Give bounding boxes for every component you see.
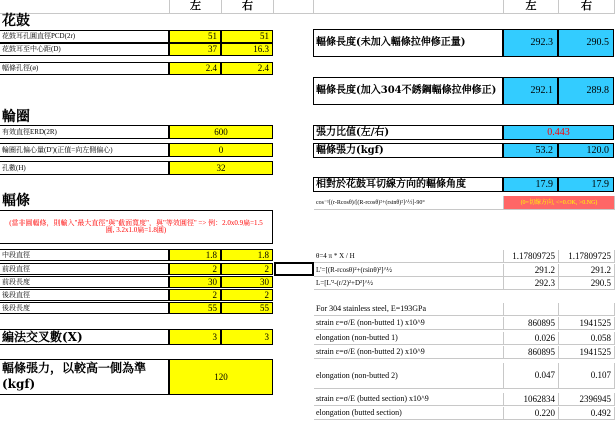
spoke-rear-len-right[interactable]: 55 — [221, 302, 273, 314]
calc-strain2-label: strain ε=σ/E (non-butted 2) x10^9 — [314, 346, 504, 359]
calc-strain3-label: strain ε=σ/E (butted section) x10^9 — [314, 393, 504, 406]
calc-lprime-label: L'=[(R-rcosθ)²+(rsinθ)²]^½ — [314, 264, 504, 277]
calc-elong1-right: 0.058 — [559, 332, 615, 345]
spoke-mid-dia-right[interactable]: 1.8 — [221, 249, 273, 261]
calc-l-label: L=[L'²-(r/2)²+D²]^½ — [314, 277, 504, 290]
length-uncorrected-label: 輻條長度(未加入輻條拉伸修正量) — [313, 29, 503, 57]
hub-pcd-right[interactable]: 51 — [221, 30, 273, 43]
spoke-rear-len-label: 後段長度 — [0, 302, 169, 314]
spoke-force-label: 輻條張力(kgf) — [313, 143, 503, 158]
calc-strain3-left: 1062834 — [504, 393, 559, 406]
calc-theta-left: 1.17809725 — [504, 250, 559, 263]
spoke-angle-label: 相對於花鼓耳切線方向的輻條角度 — [313, 177, 503, 192]
header-right: 右 — [222, 0, 274, 14]
calc-lprime-left: 291.2 — [504, 264, 559, 277]
rim-erd-value[interactable]: 600 — [169, 125, 273, 139]
spoke-rear-dia-left[interactable]: 2 — [169, 289, 221, 301]
length-uncorrected-left: 292.3 — [503, 29, 558, 57]
calc-strain2-left: 860895 — [504, 346, 559, 359]
spoke-angle-right: 17.9 — [558, 177, 614, 192]
spoke-front-dia-label: 前段直徑 — [0, 263, 169, 275]
length-corrected-right: 289.8 — [558, 77, 614, 105]
hub-flange-dist-right[interactable]: 16.3 — [221, 43, 273, 56]
blank-cell — [314, 0, 504, 14]
spoke-front-dia-left[interactable]: 2 — [169, 263, 221, 275]
blank-cell — [274, 0, 314, 14]
calc-elong2-label: elongation (non-butted 2) — [314, 363, 504, 389]
spoke-rear-len-left[interactable]: 55 — [169, 302, 221, 314]
calc-l-left: 292.3 — [504, 277, 559, 290]
angle-formula: cos⁻¹[(r-Rcosθ)/[(R-rcosθ)²+(rsinθ)²]^½]-90° — [314, 196, 504, 210]
spoke-force-right: 120.0 — [558, 143, 614, 158]
calc-material-right — [559, 303, 615, 316]
calc-strain1-label: strain ε=σ/E (non-butted 1) x10^9 — [314, 317, 504, 330]
rim-holes-value[interactable]: 32 — [169, 161, 273, 175]
header-left: 左 — [170, 0, 222, 14]
rim-offset-value[interactable]: 0 — [169, 143, 273, 157]
calc-theta-right: 1.17809725 — [559, 250, 615, 263]
cross-label: 編法交叉數(X) — [0, 329, 169, 345]
hub-hole-left[interactable]: 2.4 — [169, 62, 221, 75]
spoke-note: (當非圓輻條，則輸入"最大直徑"與"截面寬度"，與"等效圓徑" => 例：2.0x0.9扁=1.5圓, 3.2x1.0扁=1.8圓) — [0, 210, 273, 244]
spoke-rear-dia-label: 後段直徑 — [0, 289, 169, 301]
spoke-angle-left: 17.9 — [503, 177, 558, 192]
spoke-front-dia-right[interactable]: 2 — [221, 263, 273, 275]
calc-strain3-right: 2396945 — [559, 393, 615, 406]
tension-ratio-label: 張力比值(左/右) — [313, 125, 503, 140]
spoke-force-left: 53.2 — [503, 143, 558, 158]
hub-title: 花鼓 — [2, 13, 30, 29]
calc-elong2-right: 0.107 — [559, 363, 615, 389]
cross-left[interactable]: 3 — [169, 329, 221, 345]
calc-strain1-left: 860895 — [504, 317, 559, 330]
calc-material-label: For 304 stainless steel, E=193GPa — [314, 303, 504, 316]
tension-value[interactable]: 120 — [169, 359, 273, 395]
spoke-front-len-left[interactable]: 30 — [169, 276, 221, 288]
length-corrected-label: 輻條長度(加入304不銹鋼輻條拉伸修正) — [313, 77, 503, 105]
spoke-front-len-label: 前段長度 — [0, 276, 169, 288]
spoke-title: 輻條 — [2, 193, 30, 209]
hub-pcd-label: 花鼓耳孔圓直徑PCD(2r) — [0, 30, 169, 43]
hub-hole-label: 幅條孔徑(ø) — [0, 62, 169, 75]
calc-elong3-label: elongation (butted section) — [314, 407, 504, 420]
length-corrected-left: 292.1 — [503, 77, 558, 105]
calc-elong2-left: 0.047 — [504, 363, 559, 389]
rim-holes-label: 孔數(H) — [0, 161, 169, 175]
calc-elong1-label: elongation (non-butted 1) — [314, 332, 504, 345]
calc-material-left — [504, 303, 559, 316]
angle-note: (0=切線方向, <=0.OK, >0.NG) — [504, 196, 615, 210]
calc-strain2-right: 1941525 — [559, 346, 615, 359]
hub-hole-right[interactable]: 2.4 — [221, 62, 273, 75]
calc-lprime-right: 291.2 — [559, 264, 615, 277]
hub-pcd-left[interactable]: 51 — [169, 30, 221, 43]
tension-label: 輻條張力，以較高一側為準(kgf) — [0, 359, 169, 395]
calc-strain1-right: 1941525 — [559, 317, 615, 330]
header-left-results: 左 — [504, 0, 559, 14]
calc-l-right: 290.5 — [559, 277, 615, 290]
rim-title: 輪圈 — [2, 109, 30, 125]
selected-cell[interactable] — [274, 262, 314, 276]
calc-elong1-left: 0.026 — [504, 332, 559, 345]
rim-erd-label: 有效直徑ERD(2R) — [0, 125, 169, 139]
hub-flange-dist-label: 花鼓耳至中心距(D) — [0, 43, 169, 56]
tension-ratio-value: 0.443 — [503, 125, 614, 140]
calc-theta-label: θ=4 π * X / H — [314, 250, 504, 263]
spoke-rear-dia-right[interactable]: 2 — [221, 289, 273, 301]
hub-flange-dist-left[interactable]: 37 — [169, 43, 221, 56]
calc-elong3-right: 0.492 — [559, 407, 615, 420]
rim-offset-label: 輪圈孔偏心量(D')(正值=向左側偏心) — [0, 143, 169, 157]
spoke-front-len-right[interactable]: 30 — [221, 276, 273, 288]
spoke-mid-dia-left[interactable]: 1.8 — [169, 249, 221, 261]
calc-elong3-left: 0.220 — [504, 407, 559, 420]
spoke-mid-dia-label: 中段直徑 — [0, 249, 169, 261]
cross-right[interactable]: 3 — [221, 329, 273, 345]
length-uncorrected-right: 290.5 — [558, 29, 614, 57]
header-right-results: 右 — [559, 0, 615, 14]
